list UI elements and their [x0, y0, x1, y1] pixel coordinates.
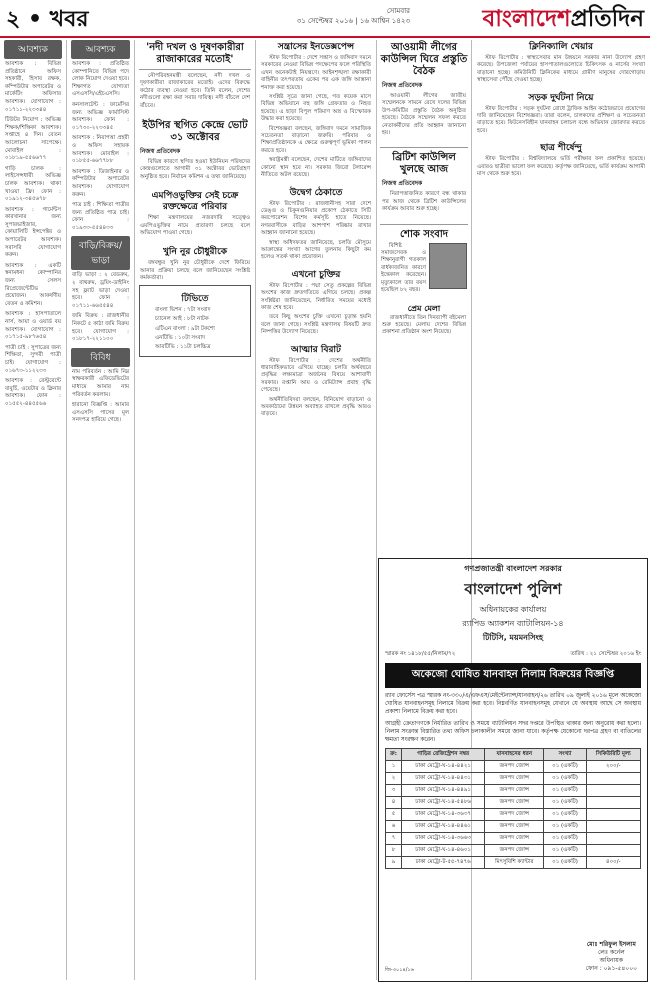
notice-memo-line	[385, 651, 641, 659]
table-cell: ঢাকা মেট্রো-ঘ-১৪-৪৪২১	[402, 761, 485, 773]
article-body: বঙ্গবন্ধুর খুনি নুর চৌধুরীকে দেশে ফিরিয়ে আনার প্রক্রিয়া চলছে বলে জানিয়েছেন সংশ্লিষ্ট কর্মকর্তারা।	[140, 260, 250, 282]
headline: আওয়ামী লীগের কাউন্সিল ঘিরে প্রস্তুতি বৈঠক	[380, 42, 468, 77]
classified-item: আবশ্যক : প্রতিষ্ঠিত কোম্পানিতে বিভিন্ন পদে লোক নিয়োগ দেওয়া হবে। শিক্ষাগত যোগ্যতা এসএসসি/এইচএসসি।	[72, 61, 129, 98]
paragraph: তবে কিছু অংশের চুক্তি এখনো চূড়ান্ত হয়নি বলে জানা গেছে। সংশ্লিষ্ট মন্ত্রণালয় বিষয়টি দ্রুত নিষ্পত্তির উদ্যোগ নিয়েছে।	[261, 314, 371, 336]
signature-block	[586, 941, 637, 973]
table-cell: ০১ (একটি)	[544, 857, 586, 869]
paragraph: স্বরাষ্ট্রমন্ত্রী বলেছেন, দেশের মাটিতে জঙ্গিবাদের কোনো স্থান হবে না। সরকার জিরো টলারেন্স নীতিতে অটল রয়েছে।	[261, 157, 371, 179]
article-body	[261, 55, 371, 180]
listing-item: এনটিভি : ১০টা সংবাদ	[155, 334, 206, 341]
byline: নিজস্ব প্রতিবেদক	[140, 148, 181, 156]
notice-government: গণপ্রজাতন্ত্রী বাংলাদেশ সরকার	[464, 564, 562, 573]
paragraph: স্টাফ রিপোর্টার : রাজধানীসহ সারা দেশে ডেঙ্গু ও চিকুনগুনিয়ার প্রকোপ ঠেকাতে সিটি করপোরেশন বিশেষ কর্মসূচি হাতে নিয়েছে। নগরবাসীকে বাড়ির আশপাশ পরিষ্কার রাখার আহ্বান জানানো হয়েছে।	[261, 200, 371, 237]
table-cell: ৩	[386, 785, 402, 797]
section-title: আবশ্যক	[71, 40, 130, 59]
memo-date: তারিখ : ২১ সেপ্টেম্বর ২০১৬ ইং	[570, 651, 641, 657]
table-cell: ১	[386, 761, 402, 773]
article-body: নিরাপত্তাজনিত কারণে বন্ধ থাকার পর আজ থেকে ব্রিটিশ কাউন্সিলের কার্যক্রম আবার শুরু হচ্ছে।	[382, 191, 466, 213]
table-row	[386, 761, 641, 773]
table-cell: ৪০০/-	[586, 857, 640, 869]
ad-code: জি-৩০১৪/১৬	[385, 967, 414, 973]
article-body: বিভিন্ন কারণে স্থগিত হওয়া ইউনিয়ন পরিষদের কেন্দ্রগুলোতে আগামী ৩১ অক্টোবর ভোটগ্রহণ অনুষ্ঠিত হবে। নির্বাচন কমিশন এ তথ্য জানিয়েছে।	[140, 159, 250, 180]
notice-text: আগ্রহী ক্রেতাগণকে নির্ধারিত তারিখ ও সময়ে ব্যাটালিয়ন সদর দপ্তরে উপস্থিত থাকার জন্য অনুরোধ করা হলো। নিলাম সংক্রান্ত বিস্তারিত তথ্য অফিস চলাকালীন সময়ে জানা যাবে। কর্তৃপক্ষ যেকোনো দরপত্র গ্রহণ বা বাতিলের ক্ষমতা সংরক্ষণ করেন।	[385, 721, 641, 743]
table-row	[386, 797, 641, 809]
headline: এখনো চুক্তির	[291, 269, 341, 280]
listing-item: এটিএন বাংলা : ৯টা টকশো	[155, 325, 215, 332]
newspaper-logo	[482, 0, 644, 39]
notice-district: টিটিসি, ময়মনসিংহ	[482, 633, 544, 642]
classified-item: জমি বিক্রয় : রাজধানীর নিকটে ৫ কাঠা জমি বিক্রয় হবে। যোগাযোগ : ০১৮১৭-২২১১০০	[72, 313, 129, 343]
table-row	[386, 821, 641, 833]
table-cell: জনপদ জোন্স	[485, 785, 544, 797]
table-cell: জনপদ জোন্স	[485, 809, 544, 821]
table-cell	[586, 785, 640, 797]
table-row	[386, 773, 641, 785]
portrait-photo	[429, 243, 467, 289]
table-row	[386, 809, 641, 821]
article-body: আওয়ামী লীগের জাতীয় সম্মেলনকে সামনে রেখে দলের বিভিন্ন উপ-কমিটির প্রস্তুতি বৈঠক অনুষ্ঠিত হয়েছে। বৈঠকে সম্মেলন সফল করতে নেতাকর্মীদের প্রতি আহ্বান জানানো হয়।	[382, 93, 466, 137]
table-cell: ঢাকা মেট্রো-ঘ-১৪-৪৬০১	[402, 845, 485, 857]
classified-list	[72, 272, 129, 343]
signer-title: অধিনায়ক	[599, 957, 623, 964]
classified-item: আবশ্যক : নিরাপত্তা প্রহরী ও অফিস সহায়ক আবশ্যক। মোবাইল : ০১৮৫৫-৬৬৭৭৮৮	[72, 135, 129, 165]
table-cell	[586, 821, 640, 833]
tv-listing	[139, 285, 251, 357]
table-cell	[586, 833, 640, 845]
table-cell: জনপদ জোন্স	[485, 833, 544, 845]
classified-item: আবশ্যক : ডিজাইনার ও কম্পিউটার অপারেটর আবশ্যক। যোগাযোগ করুন।	[72, 168, 129, 198]
classified-item: আবশ্যক : একটি স্বনামধন্য কোম্পানির জন্য সেলস রিপ্রেজেন্টেটিভ প্রয়োজন। আকর্ষণীয় বেতন ও কমিশন।	[5, 262, 61, 307]
article-body: শিক্ষা মন্ত্রণালয়ের নজরদারি সত্ত্বেও এমপিওভুক্তির নামে প্রতারণা চলছে বলে অভিযোগ পাওয়া গেছে।	[140, 215, 250, 237]
classified-item: হারানো বিজ্ঞপ্তি : আমার এসএসসি পাসের মূল সনদপত্র হারিয়ে গেছে।	[72, 402, 129, 424]
headline: খুনি নুর চৌধুরীকে	[162, 247, 227, 258]
notice-unit: র‍্যাপিড অ্যাকশন ব্যাটালিয়ন-১৪	[462, 619, 564, 628]
logo-accent: বাংলাদেশ	[482, 5, 571, 32]
classified-item: টিউটর নিয়োগ : অভিজ্ঞ শিক্ষক/শিক্ষিকা আবশ্যক। সপ্তাহে ৪ দিন। বেতন আলোচনা সাপেক্ষে। মোবাইল : ০১৮১৯-৫৫৬৬৭৭	[5, 117, 61, 162]
table-cell: জনপদ জোন্স	[485, 821, 544, 833]
article-body: নৌপরিবহনমন্ত্রী বলেছেন, নদী দখল ও দূষণকারীরা রাজাকারের মতোই। এদের বিরুদ্ধে কঠোর ব্যবস্থা নেওয়া হবে। তিনি বলেন, দেশের নদীগুলো রক্ষা করা সবার দায়িত্ব। নদী বাঁচলে দেশ বাঁচবে।	[140, 73, 250, 109]
headline: সন্ত্রাসের ইনডেক্সপেন্স	[277, 42, 355, 52]
news-column-3	[135, 38, 255, 984]
headline: ইউপির স্থগিত কেন্দ্রে ভোট ৩১ অক্টোবর	[142, 120, 248, 144]
table-cell: ০১ (একটি)	[544, 797, 586, 809]
table-cell: মিৎসুবিশি ক্যান্টার	[485, 857, 544, 869]
table-cell: জনপদ জোন্স	[485, 761, 544, 773]
table-cell: ৮	[386, 845, 402, 857]
headline: ব্রিটিশ কাউন্সিল খুলছে আজ	[380, 147, 468, 176]
table-header-cell: গাড়ির রেজিস্ট্রেশন নম্বর	[402, 749, 485, 761]
paragraph: স্টাফ রিপোর্টার : দেশে সন্ত্রাস ও জঙ্গিবাদ দমনে সরকারের নেওয়া বিভিন্ন পদক্ষেপের ফলে পরিস্থিতি এখন অনেকটাই নিয়ন্ত্রণে। আইনশৃঙ্খলা রক্ষাকারী বাহিনীর তৎপরতায় একের পর এক জঙ্গি আস্তানা শনাক্ত করা হয়েছে।	[261, 55, 371, 91]
table-body	[386, 761, 641, 869]
listing-items	[147, 307, 243, 352]
notice-office: অধিনায়কের কার্যালয়	[479, 605, 547, 614]
table-cell: ঢাকা মেট্রো-ঘ-১৪-৪৪৬১	[402, 821, 485, 833]
full-date: ৩১ সেপ্টেম্বর ২০১৬ | ১৬ আশ্বিন ১৪২৩	[296, 17, 410, 25]
classified-item: আবশ্যক : বিভিন্ন প্রতিষ্ঠানে অফিস সহকারী, হিসাব রক্ষক, কম্পিউটার অপারেটর ও মার্কেটিং অফিসার আবশ্যক। যোগাযোগ : ০১৭১১-২২৩৩৪৪	[5, 61, 61, 113]
table-cell: ০১ (একটি)	[544, 809, 586, 821]
listing-item: আরটিভি : ১১টা চলচ্চিত্র	[155, 344, 211, 351]
table-cell: ৫	[386, 809, 402, 821]
section-title: আবশ্যক	[4, 40, 62, 59]
table-row	[386, 833, 641, 845]
headline: ছাত্র শীর্ষেন্দু	[540, 143, 582, 154]
article-body: রাজধানীতে তিন দিনব্যাপী বইমেলা শুরু হয়েছে। মেলায় দেশের বিভিন্ন প্রকাশনা প্রতিষ্ঠান অংশ নিয়েছে।	[382, 314, 466, 336]
headline: ক্লিনিক্যালি খেয়ার	[529, 42, 593, 52]
memo-number: স্মারক নং ১৪১৮/৫৫/নিলাম/৭২	[385, 651, 456, 657]
table-cell: ৯	[386, 857, 402, 869]
classified-list	[72, 61, 129, 232]
classified-item: বাড়ি ভাড়া : ২ বেডরুম, ২ বাথরুম, ড্রয়িং-ডাইনিং সহ ফ্ল্যাট ভাড়া দেওয়া হবে। ফোন : ০১৭১১-৬৬৫৫৪৪	[72, 272, 129, 309]
byline: নিজস্ব প্রতিবেদক	[382, 82, 423, 89]
headline: 'নদী দখল ও দূষণকারীরা রাজাকারের মতোই'	[139, 42, 251, 70]
table-cell: ৪	[386, 797, 402, 809]
signer-name: মোঃ শরিফুল ইসলাম	[586, 941, 636, 948]
table-cell: ০১ (একটি)	[544, 833, 586, 845]
classified-item: আবশ্যক : রেস্টুরেন্টে বাবুর্চি, ওয়েটার ও ক্লিনার আবশ্যক। ফোন : ০১৫৫২-৪৪৫৫৬৬	[5, 378, 61, 407]
table-row	[386, 785, 641, 797]
news-column-6	[472, 38, 650, 554]
paragraph: স্টাফ রিপোর্টার : দেশের অর্থনীতি ধারাবাহিকভাবে এগিয়ে যাচ্ছে। চলতি অর্থবছরে প্রবৃদ্ধির লক্ষ্যমাত্রা অর্জনের বিষয়ে আশাবাদী সরকার। রপ্তানি আয় ও রেমিট্যান্স প্রবাহ বৃদ্ধি পেয়েছে।	[261, 357, 371, 394]
signer-rank: লেঃ কর্নেল	[598, 949, 625, 956]
table-row	[386, 857, 641, 869]
notice-text: র‍্যাব ফোর্সেস পত্র স্মারক নং-৩৩০/এ/এফএস/মেইন্টেন্যান্স/যানবাহন/২৬ তারিখ ০৯ জুলাই ২০১৬ মূলে অকেজো ঘোষিত যানবাহনসমূহ নিলামে বিক্রয় করা হবে। নিম্নবর্ণিত যানবাহনসমূহ যেখানে যে অবস্থায় আছে সে অবস্থায় প্রকাশ্য নিলামে বিক্রয় করা হবে।	[385, 693, 641, 715]
signer-phone: ফোন : ০৯১-৫৪০০০	[585, 965, 637, 972]
byline: নিজস্ব প্রতিবেদক	[382, 180, 423, 188]
table-cell: ৭	[386, 833, 402, 845]
table-cell: ঢাকা মেট্রো-ট-৫৫-৭৪৭৬	[402, 857, 485, 869]
table-cell: ০১ (একটি)	[544, 761, 586, 773]
paragraph: বিশেষজ্ঞরা বলছেন, জঙ্গিবাদ দমনে সামাজিক সচেতনতা বাড়ানো জরুরি। পরিবার ও শিক্ষাপ্রতিষ্ঠানকে এ ক্ষেত্রে গুরুত্বপূর্ণ ভূমিকা পালন করতে হবে।	[261, 125, 371, 154]
classified-item: পাত্রী চাই : সুপাত্রের জন্য শিক্ষিতা, সুন্দরী পাত্রী চাই। যোগাযোগ : ০১৬৭৩-১১২২৩৩	[5, 344, 61, 374]
classified-item: গাড়ি চালক : লাইসেন্সধারী অভিজ্ঞ চালক আবশ্যক। থাকা খাওয়া ফ্রি। ফোন : ০১৯১২-৩৪৫৬৭৮	[5, 165, 61, 203]
date-block	[250, 6, 410, 26]
page-label: ২ • খবর	[6, 7, 89, 32]
news-column-5	[377, 38, 471, 554]
classified-item: কনসালটেন্ট : ফার্মেসির জন্য অভিজ্ঞ ফার্মাসিস্ট আবশ্যক। ফোন : ০১৭৩০-২২৩৩৪৫	[72, 101, 129, 131]
table-cell: ৬	[386, 821, 402, 833]
headline: আত্মার বিরাট	[291, 344, 341, 355]
article-body: স্টাফ রিপোর্টার : বিশ্ববিদ্যালয়ে ভর্তি পরীক্ষার ফল প্রকাশিত হয়েছে। এবারও ছাত্রীরা ভালো ফল করেছে। কর্তৃপক্ষ জানিয়েছে, ভর্তি কার্যক্রম আগামী মাস থেকে শুরু হবে।	[477, 156, 645, 178]
table-header-cell: যানবাহনের ধরন	[485, 749, 544, 761]
section-title: বাড়ি/বিক্রয়/ভাড়া	[71, 236, 130, 270]
classified-item: পাত্র চাই : শিক্ষিতা পাত্রীর জন্য প্রতিষ্ঠিত পাত্র চাই। ফোন : ০১৯৩৩-৫৫৪৪৩৩	[72, 202, 129, 231]
table-cell: ২০০/-	[586, 761, 640, 773]
headline: এমপিওভুক্তির সেই চক্রে রক্তক্ষেত্রে পরিবার	[151, 191, 239, 213]
article-body: স্টাফ রিপোর্টার : স্বাস্থ্যসেবার মান উন্নয়নে সরকার নানা উদ্যোগ গ্রহণ করেছে। উপজেলা পর্যায়ের হাসপাতালগুলোতে চিকিৎসক ও নার্সের সংখ্যা বাড়ানো হচ্ছে। কমিউনিটি ক্লিনিকের মাধ্যমে গ্রামীণ মানুষের দোরগোড়ায় স্বাস্থ্যসেবা পৌঁছে দেওয়া হচ্ছে।	[477, 55, 645, 84]
article-body	[261, 283, 371, 337]
classified-item: নাম পরিবর্তন : আমি নিম্ন স্বাক্ষরকারী এফিডেভিটের মাধ্যমে আমার নাম পরিবর্তন করলাম।	[72, 368, 129, 398]
table-cell: জনপদ জোন্স	[485, 797, 544, 809]
table-cell: ঢাকা মেট্রো-ঘ-১৪-৫৪৮৬	[402, 797, 485, 809]
masthead	[0, 0, 650, 38]
table-cell: ঢাকা মেট্রো-ঘ-১৪-৪৪৯১	[402, 785, 485, 797]
auction-table	[385, 748, 641, 869]
table-cell: ঢাকা মেট্রো-ঘ-১৪-৩৬৩৭	[402, 809, 485, 821]
classified-item: আবশ্যক : গার্মেন্টস কারখানার জন্য সুপারভাইজার, কোয়ালিটি ইন্সপেক্টর ও অপারেটর আবশ্যক। সরাসরি যোগাযোগ করুন।	[5, 206, 61, 259]
table-cell: ০১ (একটি)	[544, 773, 586, 785]
table-row	[386, 845, 641, 857]
listing-item: বাংলা ভিশন : ৭টা সংবাদ	[155, 306, 211, 313]
paragraph: স্টাফ রিপোর্টার : পদ্মা সেতু প্রকল্পের বিভিন্ন অংশের কাজ দ্রুতগতিতে এগিয়ে চলছে। প্রকল্প সংশ্লিষ্টরা জানিয়েছেন, নির্ধারিত সময়ের মধ্যেই কাজ শেষ হবে।	[261, 282, 371, 311]
article-body: বিশিষ্ট সমাজসেবক ও শিক্ষানুরাগী গতকাল বার্ধক্যজনিত কারণে ইন্তেকাল করেছেন। মৃত্যুকালে তার বয়স হয়েছিল ৮২ বছর।	[381, 242, 426, 294]
table-header-cell: সিকিউরিটি মূল্য	[586, 749, 640, 761]
classified-list	[5, 61, 61, 409]
table-cell: জনপদ জোন্স	[485, 845, 544, 857]
headline: শোক সংবাদ	[380, 224, 468, 241]
table-cell: ঢাকা মেট্রো-ঘ-১৪-৪৪৩১	[402, 773, 485, 785]
classified-item: আবশ্যক : হাসপাতালে নার্স, আয়া ও ওয়ার্ড বয় আবশ্যক। যোগাযোগ : ০১৭১৫-৯৮৭৬৫৪	[5, 311, 61, 341]
weekday: সোমবার	[386, 7, 410, 15]
listing-item: চ্যানেল আই : ৮টা নাটক	[155, 316, 209, 323]
table-cell: ২	[386, 773, 402, 785]
notice-title: অকেজো ঘোষিত যানবাহন নিলাম বিক্রয়ের বিজ্ঞপ্তি	[385, 663, 641, 688]
headline: উদ্বেগ ঠেকাতে	[289, 187, 343, 198]
article-body: স্টাফ রিপোর্টার : সড়ক দুর্ঘটনা রোধে ট্রাফিক আইন কঠোরভাবে প্রয়োগের দাবি জানিয়েছেন বিশেষজ্ঞরা। তারা বলেন, চালকদের প্রশিক্ষণ ও সচেতনতা বাড়াতে হবে। ফিটনেসবিহীন যানবাহন চলাচল বন্ধে অভিযান জোরদার করতে হবে।	[477, 105, 645, 134]
headline: প্রেম মেলা	[407, 302, 441, 313]
table-cell: ০১ (একটি)	[544, 785, 586, 797]
table-cell	[586, 797, 640, 809]
table-cell	[586, 809, 640, 821]
table-header-cell: সংখ্যা	[544, 749, 586, 761]
table-header-row	[386, 749, 641, 761]
obituary-block	[381, 243, 467, 297]
table-cell	[586, 773, 640, 785]
table-header-cell: ক্র:	[386, 749, 402, 761]
paragraph: স্বাস্থ্য অধিদফতর জানিয়েছে, চলতি মৌসুমে আক্রান্তের সংখ্যা আগের তুলনায় কিছুটা কম হলেও সতর্ক থাকা প্রয়োজন।	[261, 239, 371, 261]
classified-column-1	[0, 38, 66, 984]
paragraph: অর্থনীতিবিদরা বলছেন, বিনিয়োগ বাড়ানো ও অবকাঠামো উন্নয়ন অব্যাহত রাখলে প্রবৃদ্ধি আরও বাড়বে।	[261, 396, 371, 418]
classified-column-2	[67, 38, 134, 984]
article-body	[261, 358, 371, 419]
table-cell: ঢাকা মেট্রো-ঘ-১৪-৩৬৬৩	[402, 833, 485, 845]
table-cell: জনপদ জোন্স	[485, 773, 544, 785]
classified-list	[72, 369, 129, 425]
table-cell	[586, 845, 640, 857]
auction-notice	[378, 558, 648, 982]
table-cell: ০১ (একটি)	[544, 821, 586, 833]
notice-police: বাংলাদেশ পুলিশ	[464, 580, 562, 598]
article-body	[261, 201, 371, 262]
section-title: বিবিধ	[71, 348, 130, 367]
headline: সড়ক দুর্ঘটনা নিয়ে	[528, 92, 594, 103]
news-column-4	[256, 38, 376, 984]
table-cell: ০১ (একটি)	[544, 845, 586, 857]
listing-title: টিভিতে	[181, 293, 209, 304]
logo-main: প্রতিদিন	[570, 5, 644, 32]
paragraph: সংশ্লিষ্ট সূত্রে জানা গেছে, গত কয়েক মাসে বিভিন্ন অভিযানে বহু জঙ্গি গ্রেফতার ও নিহত হয়েছে। এ ছাড়া বিপুল পরিমাণ অস্ত্র ও বিস্ফোরক উদ্ধার করা হয়েছে।	[261, 94, 371, 123]
